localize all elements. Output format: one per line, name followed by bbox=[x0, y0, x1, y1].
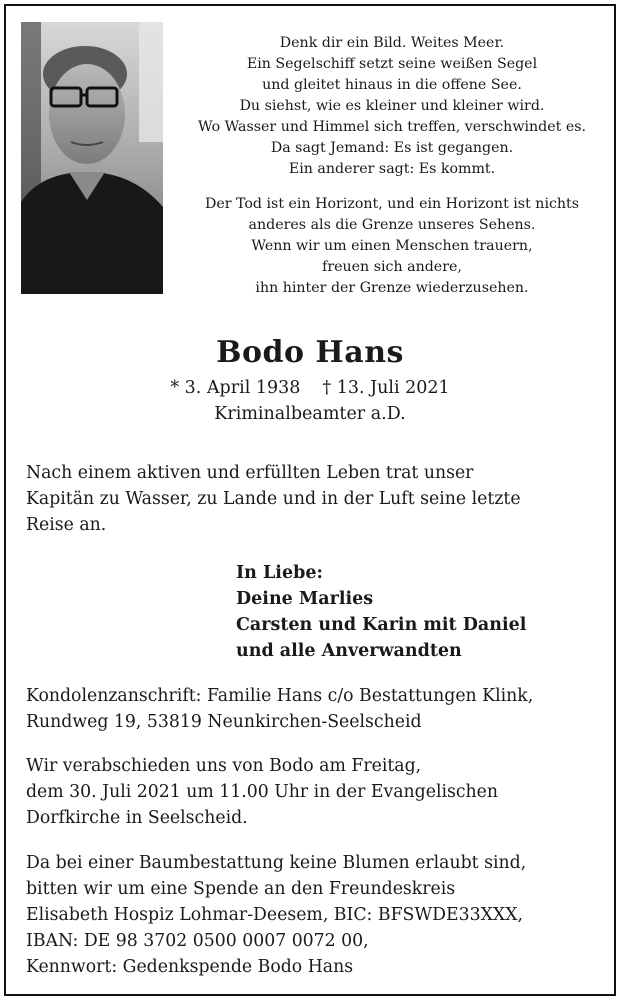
poem-line: Der Tod ist ein Horizont, und ein Horizont ist nichts bbox=[204, 196, 580, 212]
intro-line: Kapitän zu Wasser, zu Lande und in der Luft seine letzte bbox=[26, 489, 521, 509]
portrait-illustration bbox=[21, 22, 163, 294]
signature-line: Deine Marlies bbox=[236, 589, 374, 609]
poem bbox=[172, 33, 612, 313]
intro-text bbox=[26, 460, 606, 538]
donation-line: bitten wir um eine Spende an den Freundeskreis bbox=[26, 879, 456, 899]
condolence-line: Kondolenzanschrift: Familie Hans c/o Bestattungen Klink, bbox=[26, 686, 534, 706]
intro-line: Reise an. bbox=[26, 515, 107, 535]
life-dates bbox=[0, 376, 620, 400]
farewell-line: Dorfkirche in Seelscheid. bbox=[26, 808, 248, 828]
profession: Kriminalbeamter a.D. bbox=[214, 404, 406, 424]
poem-line: Ein anderer sagt: Es kommt. bbox=[288, 161, 496, 177]
poem-stanza-2 bbox=[172, 194, 612, 299]
signature-line: In Liebe: bbox=[236, 563, 323, 583]
condolence-address bbox=[26, 683, 606, 735]
poem-line: Da sagt Jemand: Es ist gegangen. bbox=[270, 140, 514, 156]
poem-line: Du siehst, wie es kleiner und kleiner wird. bbox=[239, 98, 545, 114]
farewell-text bbox=[26, 753, 606, 831]
donation-text bbox=[26, 850, 606, 980]
poem-line: Wo Wasser und Himmel sich treffen, verschwindet es. bbox=[197, 119, 587, 135]
deceased-name: Bodo Hans bbox=[216, 335, 404, 370]
signature-line: Carsten und Karin mit Daniel bbox=[236, 615, 527, 635]
death-date: † 13. Juli 2021 bbox=[322, 378, 450, 398]
farewell-line: Wir verabschieden uns von Bodo am Freitag, bbox=[26, 756, 422, 776]
poem-line: Denk dir ein Bild. Weites Meer. bbox=[279, 35, 505, 51]
intro-line: Nach einem aktiven und erfüllten Leben trat unser bbox=[26, 463, 474, 483]
poem-line: Wenn wir um einen Menschen trauern, bbox=[251, 238, 533, 254]
donation-line: Elisabeth Hospiz Lohmar-Deesem, BIC: BFSWDE33XXX, bbox=[26, 905, 524, 925]
poem-line: ihn hinter der Grenze wiederzusehen. bbox=[255, 280, 529, 296]
donation-line: Da bei einer Baumbestattung keine Blumen erlaubt sind, bbox=[26, 853, 527, 873]
signature-block bbox=[236, 560, 606, 664]
signature-line: und alle Anverwandten bbox=[236, 641, 462, 661]
poem-line: Ein Segelschiff setzt seine weißen Segel bbox=[246, 56, 538, 72]
poem-stanza-1 bbox=[172, 33, 612, 180]
poem-line: freuen sich andere, bbox=[322, 259, 462, 275]
donation-line: Kennwort: Gedenkspende Bodo Hans bbox=[26, 957, 354, 977]
portrait-photo bbox=[21, 22, 163, 294]
condolence-line: Rundweg 19, 53819 Neunkirchen-Seelscheid bbox=[26, 712, 422, 732]
donation-line: IBAN: DE 98 3702 0500 0007 0072 00, bbox=[26, 931, 369, 951]
poem-line: und gleitet hinaus in die offene See. bbox=[262, 77, 522, 93]
poem-line: anderes als die Grenze unseres Sehens. bbox=[248, 217, 536, 233]
birth-date: * 3. April 1938 bbox=[170, 378, 301, 398]
farewell-line: dem 30. Juli 2021 um 11.00 Uhr in der Evangelischen bbox=[26, 782, 499, 802]
